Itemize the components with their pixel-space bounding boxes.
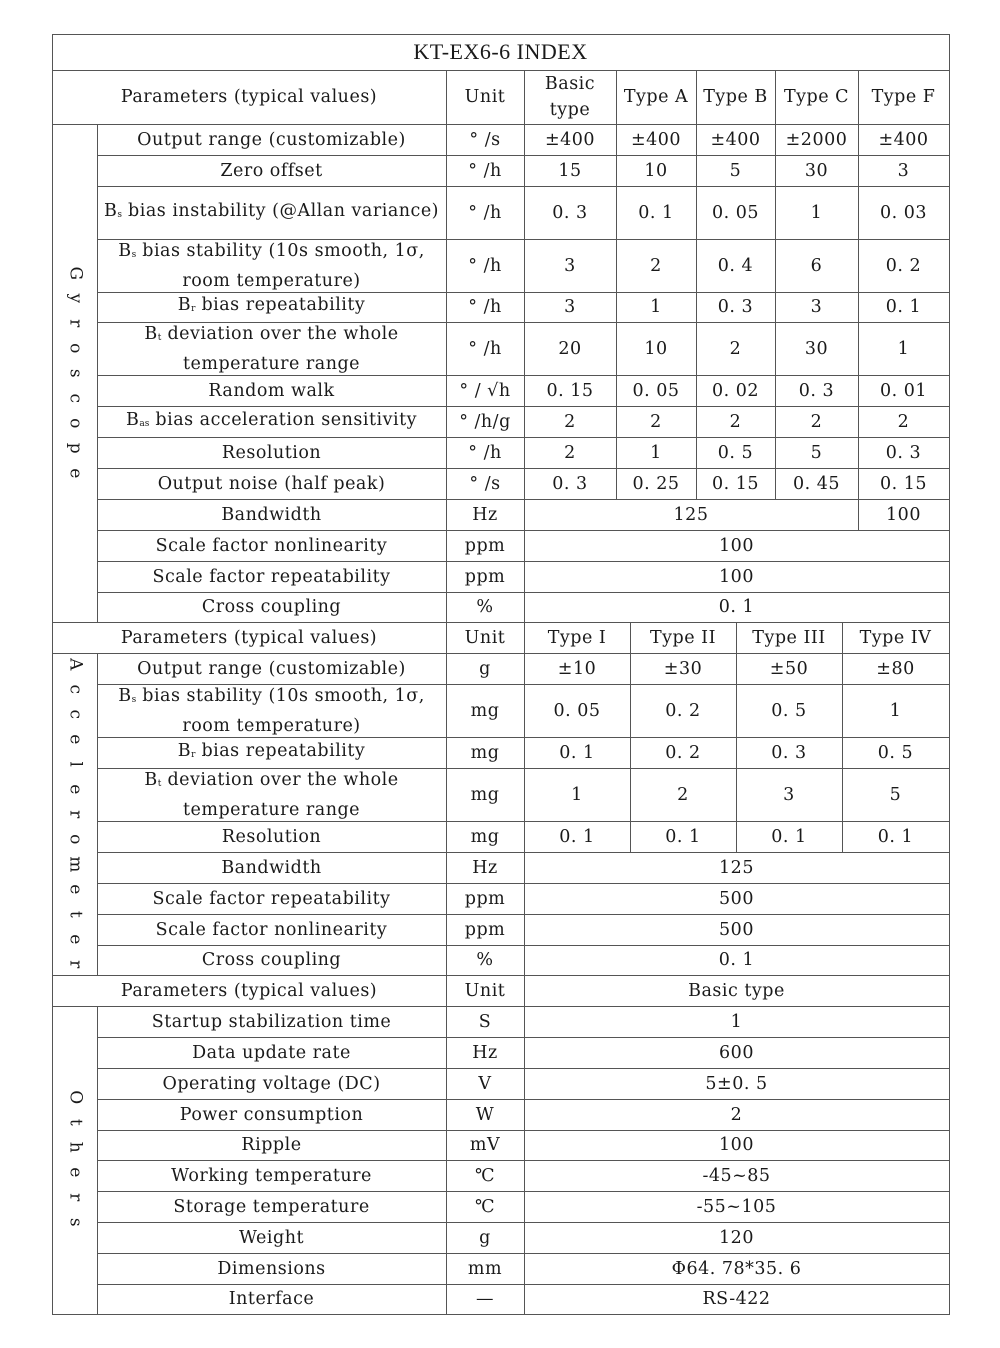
unit-cell: mg: [446, 768, 525, 822]
section-label-glyph: s: [65, 368, 85, 378]
section-label-glyph: e: [65, 933, 85, 945]
param-name: Scale factor repeatability: [152, 888, 391, 909]
param-text: [156, 917, 388, 943]
value-cell: ±2000: [775, 124, 859, 156]
unit-cell: ° /s: [446, 124, 525, 156]
value-cell: 30: [775, 155, 859, 187]
param-text: [217, 1256, 325, 1282]
param-symbol: B: [103, 200, 118, 221]
param-symbol: B: [144, 323, 158, 344]
value-cell: 0. 03: [858, 186, 950, 240]
unit-cell: g: [446, 1222, 525, 1254]
table-title: KT-EX6-6 INDEX: [52, 34, 950, 71]
param-label: [97, 1191, 447, 1223]
value-cell: 0. 3: [736, 737, 843, 769]
param-text: [126, 407, 417, 437]
param-name: bias acceleration sensitivity: [149, 409, 418, 430]
param-text: [101, 238, 442, 294]
value-cell-merged: 0. 1: [524, 945, 950, 976]
param-name: deviation over the whole temperature range: [161, 769, 399, 820]
header-parameters: Parameters (typical values): [52, 70, 447, 125]
header-parameters: Parameters (typical values): [52, 622, 447, 654]
param-symbol-subscript: r: [191, 304, 196, 314]
value-cell: 2: [630, 768, 737, 822]
unit-cell: ppm: [446, 530, 525, 562]
value-cell-merged: 100: [524, 530, 950, 562]
value-cell-merged: -45~85: [524, 1160, 950, 1192]
value-cell-merged: 100: [524, 561, 950, 593]
section-label-glyph: l: [65, 761, 85, 767]
param-symbol-subscript: as: [139, 418, 150, 429]
param-label: [97, 1253, 447, 1285]
value-cell-merged: 5±0. 5: [524, 1068, 950, 1100]
header-type: Type IV: [842, 622, 950, 654]
value-cell: 2: [616, 239, 697, 293]
value-cell: 20: [524, 322, 617, 376]
unit-cell: ° /h: [446, 322, 525, 376]
value-cell: 2: [524, 437, 617, 469]
param-symbol-subscript: s: [131, 249, 137, 260]
header-type: Type C: [775, 70, 859, 125]
unit-cell: —: [446, 1284, 525, 1315]
header-type: Basic type: [524, 975, 950, 1007]
section-label-glyph: h: [65, 1141, 85, 1154]
value-cell: 0. 3: [524, 186, 617, 240]
value-cell-merged: RS-422: [524, 1284, 950, 1315]
value-cell: 0. 1: [524, 821, 631, 853]
param-name: Cross coupling: [201, 950, 342, 970]
section-label-glyph: O: [65, 1090, 85, 1105]
param-text: [152, 564, 390, 590]
unit-cell: ° / √h: [446, 375, 525, 407]
param-label: [97, 530, 447, 562]
value-cell: 0. 05: [616, 375, 697, 407]
param-text: [156, 533, 388, 559]
unit-cell: Hz: [446, 852, 525, 884]
param-label: [97, 945, 447, 976]
param-label: [97, 499, 447, 531]
unit-cell: V: [446, 1068, 525, 1100]
param-text: [152, 886, 390, 912]
param-name: Bandwidth: [221, 857, 322, 878]
param-name: Power consumption: [179, 1104, 364, 1125]
param-name: Zero offset: [220, 160, 323, 181]
value-cell-merged: 1: [524, 1006, 950, 1038]
value-cell: 1: [842, 684, 950, 738]
param-text: [137, 656, 406, 682]
value-cell: 0. 1: [858, 292, 950, 323]
section-label-glyph: e: [65, 733, 85, 745]
value-cell: 5: [842, 768, 950, 822]
param-name: Output range (customizable): [137, 658, 406, 679]
param-label: [97, 1068, 447, 1100]
unit-cell: ° /h/g: [446, 406, 525, 438]
param-name: Weight: [238, 1227, 305, 1248]
value-cell-merged: -55~105: [524, 1191, 950, 1223]
param-name: deviation over the whole temperature range: [161, 323, 399, 374]
header-type: Type B: [696, 70, 776, 125]
param-name: Output noise (half peak): [157, 473, 386, 494]
unit-cell: ° /s: [446, 468, 525, 500]
param-symbol-subscript: t: [157, 778, 162, 789]
param-label: [97, 1099, 447, 1131]
value-cell-merged: 2: [524, 1099, 950, 1131]
header-type: Type II: [630, 622, 737, 654]
value-cell: 0. 3: [775, 375, 859, 407]
value-cell: 0. 45: [775, 468, 859, 500]
param-text: [101, 321, 442, 377]
header-type: Type I: [524, 622, 631, 654]
param-text: [173, 1194, 369, 1220]
unit-cell: ppm: [446, 561, 525, 593]
unit-cell: g: [446, 653, 525, 685]
param-text: [180, 1102, 363, 1128]
param-label: [97, 375, 447, 407]
param-label: [97, 124, 447, 156]
param-label: [97, 768, 447, 822]
unit-cell: ppm: [446, 883, 525, 915]
param-symbol-subscript: s: [131, 694, 137, 705]
unit-cell: ° /h: [446, 292, 525, 323]
section-label-glyph: e: [65, 883, 85, 895]
unit-cell: mg: [446, 684, 525, 738]
param-symbol: B: [118, 240, 132, 261]
param-text: [222, 824, 321, 850]
value-cell: 2: [858, 406, 950, 438]
value-cell: 2: [524, 406, 617, 438]
value-cell: 0. 1: [524, 737, 631, 769]
param-name: Cross coupling: [201, 597, 342, 617]
section-label-glyph: r: [65, 1193, 85, 1202]
value-cell: 0. 2: [630, 737, 737, 769]
unit-cell: ° /h: [446, 155, 525, 187]
unit-cell: mg: [446, 737, 525, 769]
param-text: [241, 1132, 301, 1158]
param-name: Output range (customizable): [137, 129, 406, 150]
section-label-glyph: t: [65, 1118, 85, 1127]
header-type: Type F: [858, 70, 950, 125]
param-label: [97, 239, 447, 293]
param-name: bias repeatability: [195, 295, 366, 315]
header-unit: Unit: [446, 975, 525, 1007]
unit-cell: S: [446, 1006, 525, 1038]
param-symbol: B: [144, 769, 158, 790]
value-cell: 0. 5: [842, 737, 950, 769]
value-cell: 5: [696, 155, 776, 187]
param-name: Operating voltage (DC): [162, 1073, 381, 1094]
section-label-glyph: r: [65, 318, 85, 328]
param-label: [97, 1006, 447, 1038]
value-cell: 6: [775, 239, 859, 293]
param-name: bias instability (@Allan variance): [121, 200, 440, 221]
param-label: [97, 155, 447, 187]
value-cell: 0. 2: [858, 239, 950, 293]
param-label: [97, 468, 447, 500]
param-text: [229, 1286, 315, 1312]
value-cell-merged: 125: [524, 499, 859, 531]
section-label-glyph: r: [65, 809, 85, 819]
value-cell: 2: [616, 406, 697, 438]
param-name: Bandwidth: [221, 504, 322, 525]
value-cell: 15: [524, 155, 617, 187]
section-label-gyroscope: [52, 124, 98, 623]
section-label-others: [52, 1006, 98, 1315]
param-name: Startup stabilization time: [151, 1011, 392, 1032]
param-label: [97, 437, 447, 469]
value-cell: ±50: [736, 653, 843, 685]
value-cell: 100: [858, 499, 950, 531]
param-text: [221, 855, 321, 881]
header-unit: Unit: [446, 622, 525, 654]
value-cell: 0. 4: [696, 239, 776, 293]
param-text: [208, 378, 334, 404]
value-cell: 0. 05: [696, 186, 776, 240]
param-label: [97, 1130, 447, 1161]
section-label-accelerometer: [52, 653, 98, 976]
value-cell: 3: [524, 292, 617, 323]
param-name: Interface: [228, 1289, 315, 1309]
value-cell: 1: [858, 322, 950, 376]
param-name: Working temperature: [171, 1165, 372, 1186]
param-text: [178, 738, 366, 768]
section-label-glyph: m: [65, 855, 85, 873]
value-cell: 1: [616, 437, 697, 469]
param-label: [97, 322, 447, 376]
section-label-glyph: o: [65, 833, 85, 845]
value-cell: 3: [858, 155, 950, 187]
param-name: Scale factor nonlinearity: [155, 919, 388, 940]
param-symbol-subscript: t: [157, 332, 162, 343]
section-label-glyph: e: [65, 1167, 85, 1178]
value-cell: 0. 1: [616, 186, 697, 240]
param-label: [97, 1222, 447, 1254]
param-name: bias repeatability: [195, 740, 366, 761]
value-cell: 1: [616, 292, 697, 323]
param-text: [221, 502, 321, 528]
header-type: Type A: [616, 70, 697, 125]
value-cell: ±400: [524, 124, 617, 156]
param-label: [97, 592, 447, 623]
param-text: [178, 292, 366, 322]
param-label: [97, 737, 447, 769]
value-cell: 0. 5: [736, 684, 843, 738]
value-cell: 10: [616, 155, 697, 187]
param-text: [171, 1163, 372, 1189]
param-label: [97, 821, 447, 853]
header-parameters: Parameters (typical values): [52, 975, 447, 1007]
value-cell: 0. 5: [696, 437, 776, 469]
unit-cell: ° /h: [446, 239, 525, 293]
param-text: [137, 127, 406, 153]
section-label-glyph: G: [65, 265, 85, 281]
param-text: [152, 1009, 392, 1035]
section-label-glyph: e: [65, 467, 85, 479]
value-cell: 3: [775, 292, 859, 323]
unit-cell: Hz: [446, 1037, 525, 1069]
header-unit: Unit: [446, 70, 525, 125]
unit-cell: mV: [446, 1130, 525, 1161]
value-cell: 0. 3: [858, 437, 950, 469]
value-cell: 0. 15: [696, 468, 776, 500]
param-name: bias stability (10s smooth, 1σ, room temperature): [136, 685, 425, 736]
value-cell-merged: 100: [524, 1130, 950, 1161]
param-label: [97, 653, 447, 685]
param-label: [97, 883, 447, 915]
value-cell: 1: [524, 768, 631, 822]
section-label-glyph: p: [65, 442, 85, 454]
param-symbol: B: [177, 295, 192, 315]
param-name: Random walk: [208, 380, 335, 401]
param-text: [162, 1071, 380, 1097]
section-label-glyph: s: [65, 1217, 85, 1228]
value-cell: 0. 15: [524, 375, 617, 407]
section-label-glyph: o: [65, 417, 85, 429]
value-cell-merged: Φ64. 78*35. 6: [524, 1253, 950, 1285]
section-label-glyph: A: [65, 657, 85, 671]
param-name: Resolution: [221, 826, 322, 847]
param-symbol: B: [125, 409, 140, 430]
value-cell: 0. 25: [616, 468, 697, 500]
value-cell: ±400: [696, 124, 776, 156]
param-symbol: B: [118, 685, 132, 706]
param-label: [97, 914, 447, 946]
section-label-glyph: e: [65, 783, 85, 795]
section-label-glyph: o: [65, 342, 85, 354]
param-text: [101, 683, 442, 739]
value-cell: 0. 15: [858, 468, 950, 500]
value-cell: ±80: [842, 653, 950, 685]
value-cell: ±10: [524, 653, 631, 685]
value-cell-merged: 500: [524, 883, 950, 915]
value-cell: 5: [775, 437, 859, 469]
unit-cell: %: [446, 945, 525, 976]
value-cell-merged: 0. 1: [524, 592, 950, 623]
param-name: Ripple: [241, 1135, 302, 1155]
param-text: [239, 1225, 304, 1251]
header-type: Type III: [736, 622, 843, 654]
param-name: Resolution: [221, 442, 322, 463]
param-text: [220, 158, 322, 184]
param-text: [202, 594, 341, 620]
unit-cell: mg: [446, 821, 525, 853]
param-text: [104, 198, 439, 228]
param-symbol-subscript: r: [191, 749, 196, 760]
param-label: [97, 406, 447, 438]
param-name: Scale factor nonlinearity: [155, 535, 388, 556]
value-cell: 0. 1: [736, 821, 843, 853]
param-text: [101, 767, 442, 823]
value-cell-merged: 600: [524, 1037, 950, 1069]
value-cell: 3: [524, 239, 617, 293]
value-cell: 2: [696, 406, 776, 438]
section-label-glyph: c: [65, 683, 85, 695]
param-text: [158, 471, 386, 497]
param-symbol-subscript: s: [117, 209, 122, 220]
unit-cell: %: [446, 592, 525, 623]
param-name: bias stability (10s smooth, 1σ, room temperature): [136, 240, 425, 291]
param-label: [97, 561, 447, 593]
param-label: [97, 292, 447, 323]
unit-cell: ℃: [446, 1191, 525, 1223]
value-cell: 10: [616, 322, 697, 376]
header-type: Basic type: [524, 70, 617, 125]
param-label: [97, 684, 447, 738]
param-label: [97, 1037, 447, 1069]
param-label: [97, 852, 447, 884]
value-cell: 0. 1: [842, 821, 950, 853]
param-symbol: B: [177, 740, 192, 761]
value-cell: ±400: [616, 124, 697, 156]
value-cell: 0. 02: [696, 375, 776, 407]
unit-cell: ° /h: [446, 186, 525, 240]
value-cell: 0. 1: [630, 821, 737, 853]
unit-cell: ppm: [446, 914, 525, 946]
param-name: Data update rate: [192, 1042, 351, 1063]
param-text: [222, 440, 321, 466]
unit-cell: Hz: [446, 499, 525, 531]
param-label: [97, 186, 447, 240]
value-cell: ±400: [858, 124, 950, 156]
value-cell: 3: [736, 768, 843, 822]
unit-cell: mm: [446, 1253, 525, 1285]
section-label-glyph: r: [65, 959, 85, 969]
unit-cell: ° /h: [446, 437, 525, 469]
value-cell: 30: [775, 322, 859, 376]
value-cell: 1: [775, 186, 859, 240]
value-cell-merged: 120: [524, 1222, 950, 1254]
unit-cell: ℃: [446, 1160, 525, 1192]
param-text: [192, 1040, 351, 1066]
param-label: [97, 1284, 447, 1315]
value-cell: 0. 3: [696, 292, 776, 323]
value-cell: 0. 01: [858, 375, 950, 407]
param-text: [202, 947, 341, 973]
value-cell: 0. 05: [524, 684, 631, 738]
value-cell-merged: 125: [524, 852, 950, 884]
value-cell: ±30: [630, 653, 737, 685]
value-cell-merged: 500: [524, 914, 950, 946]
param-label: [97, 1160, 447, 1192]
section-label-glyph: c: [65, 392, 85, 404]
unit-cell: W: [446, 1099, 525, 1131]
section-label-glyph: y: [65, 292, 85, 304]
param-name: Dimensions: [217, 1258, 326, 1279]
value-cell: 0. 3: [524, 468, 617, 500]
section-label-glyph: t: [65, 910, 85, 918]
section-label-glyph: c: [65, 708, 85, 720]
value-cell: 0. 2: [630, 684, 737, 738]
value-cell: 2: [775, 406, 859, 438]
param-name: Scale factor repeatability: [152, 566, 391, 587]
param-name: Storage temperature: [173, 1196, 370, 1217]
value-cell: 2: [696, 322, 776, 376]
